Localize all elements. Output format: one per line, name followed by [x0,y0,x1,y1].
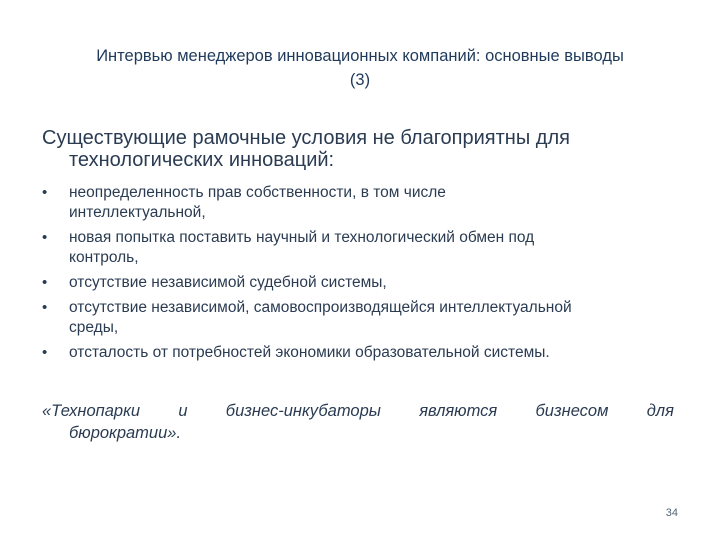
bullet-icon: • [42,344,48,361]
list-item-text: отсутствие независимой, самовоспроизводящейся интеллектуальной [69,299,572,316]
page-number: 34 [665,507,678,519]
quote-word: «Технопарки [42,402,141,420]
bullet-icon: • [42,229,48,246]
list-item-text: контроль, [69,249,139,266]
quote-word: и [178,402,188,420]
intro-line1: Существующие рамочные условия не благоприятны для [42,127,570,149]
bullet-list [42,183,682,368]
bullet-icon: • [42,184,48,201]
quote-word: бизнесом [535,402,609,420]
list-item-text: отсутствие независимой судебной системы, [69,274,387,291]
list-item [42,343,682,363]
quote-paragraph [42,400,674,444]
bullet-icon: • [42,299,48,316]
list-item [42,183,682,223]
list-item-text: неопределенность прав собственности, в том числе [69,184,446,201]
intro-line2: технологических инноваций: [69,149,335,171]
quote-line2: бюрократии». [69,424,182,442]
list-item-text: среды, [69,319,119,336]
quote-word: бизнес-инкубаторы [225,402,381,420]
quote-word: являются [419,402,498,420]
list-item [42,273,682,293]
list-item-text: новая попытка поставить научный и технологический обмен под [69,229,535,246]
slide-title [40,44,680,92]
intro-paragraph [42,127,682,171]
quote-word: для [646,402,674,420]
list-item [42,228,682,268]
bullet-icon: • [42,274,48,291]
list-item-text: интеллектуальной, [69,204,206,221]
list-item-text: отсталость от потребностей экономики образовательной системы. [69,344,550,361]
quote-line1 [42,400,674,422]
slide-title-line1: Интервью менеджеров инновационных компаний: основные выводы [96,47,624,65]
list-item [42,298,682,338]
slide-title-line2: (3) [349,71,371,89]
